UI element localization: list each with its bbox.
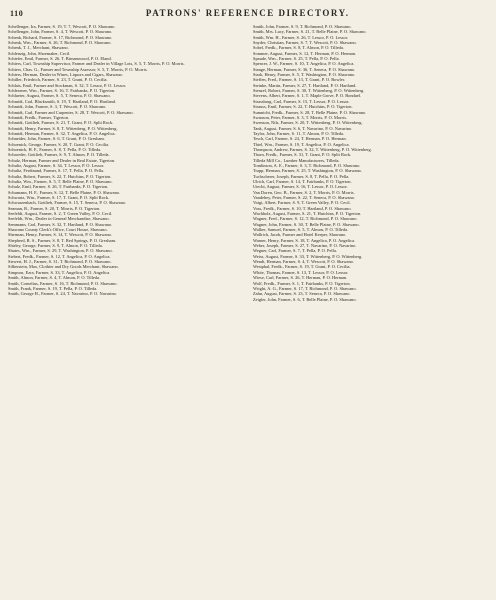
directory-entry: Stenzel, Robert, Farmer, S. 30, T. Wittenberg, P. O. Wittenberg.: [253, 88, 365, 94]
directory-entry: White, Thomas, Farmer, S. 13, T. Lessor, P. O. Lessor.: [253, 269, 349, 275]
page-header: [10, 6, 486, 20]
directory-entry: Schmidt, Gottlieb, Farmer, S. 21, T. Grant, P. O. Split Rock.: [8, 120, 114, 126]
directory-entry: Stevens, Albert, Farmer, S. 1, T. Maple Grove, P. O. Bonduel.: [253, 93, 362, 99]
directory-entry: Wegner, Carl, Farmer, S. 7, T. Pella, P. O. Pella.: [253, 248, 337, 254]
directory-entry: Schumann, H. F., Farmer, S. 12, T. Belle Plaine, P. O. Shawano.: [8, 189, 121, 195]
page-number: 110: [10, 8, 24, 18]
directory-entry: Schmidt, Herman, Farmer, S. 32, T. Angelica, P. O. Angelica.: [8, 130, 116, 136]
directory-entry: Schiers, Herman, Dealer in Wines, Liquors and Cigars, Shawano.: [8, 72, 123, 78]
directory-entry: Smith, Wm. H., Farmer, S. 26, T. Lessor, P. O. Lessor.: [253, 34, 349, 40]
directory-entry: Spencer, J. W., Farmer, S. 10, T. Angelica, P. O. Angelica.: [253, 61, 355, 67]
directory-entry: Smith, Mrs. Lucy, Farmer, S. 21, T. Belle Plaine, P. O. Shawano.: [253, 29, 367, 35]
directory-entry: Tomlinson, A. E., Farmer, S. 3, T. Richmond, P. O. Shawano.: [253, 162, 361, 168]
directory-entry: Schulz, Herman, Farmer and Dealer in Real Estate, Tigerton.: [8, 157, 116, 163]
directory-entry: Tank, August, Farmer, S. 6, T. Navarino, P. O. Navarino.: [253, 125, 353, 131]
directory-entry: Schlais, Emil, Farmer and Stockman, S. 32, T. Lessor, P. O. Lessor.: [8, 82, 127, 88]
directory-entry: Snyder, Christian, Farmer, S. 7, T. Wescott, P. O. Shawano.: [253, 40, 357, 46]
directory-entry: Seefeldt, August, Farmer, S. 2, T. Green Valley, P. O. Cecil.: [8, 211, 113, 217]
directory-entry: Schmidt, Carl, Blacksmith, S. 19, T. Hartland, P. O. Hartland.: [8, 98, 117, 104]
directory-entry: Tuchscherer, Joseph, Farmer, S. 8, T. Pella, P. O. Pella.: [253, 173, 350, 179]
directory-entry: Seaman, R., Farmer, S. 20, T. Morris, P. O. Tigerton.: [8, 205, 101, 211]
directory-entry: Swenson, Nils, Farmer, S. 20, T. Wittenberg, P. O. Wittenberg.: [253, 120, 363, 126]
directory-entry: Smith, Almon, Farmer, S. 4, T. Almon, P. O. Tilleda.: [8, 275, 100, 281]
directory-entry: Steffen, Fred., Farmer, S. 13, T. Grant, P. O. Bowler.: [253, 77, 346, 83]
directory-entry: Trapp, Herman, Farmer, S. 25, T. Washington, P. O. Shawano.: [253, 168, 362, 174]
directory-entry: Schneider, John, Farmer, S. 6, T. Grant, P. O. Gresham.: [8, 136, 105, 142]
directory-entry: Westphal, Fredk., Farmer, S. 19, T. Grant, P. O. Cecilia.: [253, 264, 351, 270]
directory-entry: Wagner, John, Farmer, S. 30, T. Belle Plaine, P. O. Shawano.: [253, 221, 360, 227]
directory-entry: Zeigler, John, Farmer, S. 6, T. Belle Plaine, P. O. Shawano.: [253, 296, 357, 302]
directory-entry: Stark, Henry, Farmer, S. 5, T. Washington, P. O. Shawano.: [253, 72, 356, 78]
directory-entry: Schultz, Robert, Farmer, S. 22, T. Hutchins, P. O. Tigerton.: [8, 173, 112, 179]
directory-columns: [8, 24, 488, 594]
directory-entry: Wright, A. G., Farmer, S. 17, T. Richmond, P. O. Shawano.: [253, 285, 357, 291]
directory-entry: Taylor, John, Farmer, S. 11, T. Almon, P. O. Tilleda.: [253, 130, 345, 136]
directory-entry: Vandehey, Peter, Farmer, S. 22, T. Seneca, P. O. Shawano.: [253, 195, 355, 200]
directory-entry: Shirley, George, Farmer, S. 9, T. Almon, P. O. Tilleda.: [8, 243, 103, 249]
directory-entry: Van Doren, Geo. B., Farmer, S. 2, T. Morris, P. O. Morris.: [253, 189, 355, 195]
directory-entry: Stange, Herman, Farmer, S. 36, T. Seneca, P. O. Shawano.: [253, 66, 356, 72]
directory-entry: Schultz, August, Farmer, S. 34, T. Lessor, P. O. Lessor.: [8, 162, 105, 168]
directory-entry: Voss, Fredk., Farmer, S. 10, T. Hartland, P. O. Shawano.: [253, 205, 352, 211]
directory-entry: Zahn, August, Farmer, S. 23, T. Seneca, P. O. Shawano.: [253, 291, 351, 297]
directory-entry: Siebert, Fredk., Farmer, S. 12, T. Angelica, P. O. Angelica.: [8, 253, 111, 259]
directory-entry: Schlueter, August, Farmer, S. 5, T. Seneca, P. O. Shawano.: [8, 93, 111, 99]
directory-entry: Schlesener, Wm., Farmer, S. 16, T. Fairbanks, P. O. Tigerton.: [8, 88, 116, 94]
directory-entry: Thompson, Andrew, Farmer, S. 32, T. Wittenberg, P. O. Wittenberg.: [253, 146, 372, 152]
directory-entry: Schellenger, John, Farmer, S. 4, T. Wescott, P. O. Shawano.: [8, 29, 113, 35]
directory-entry: Seefeldt, Wm., Dealer in General Merchandise, Shawano.: [8, 216, 110, 222]
directory-entry: Schenk, Richard, Farmer, S. 17, Richmond, P. O. Shawano.: [8, 34, 113, 40]
directory-entry: Strauss, Emil, Farmer, S. 22, T. Hutchins, P. O. Tigerton.: [253, 104, 353, 110]
directory-entry: Spaude, Wm., Farmer, S. 25, T. Pella, P. O. Pella.: [253, 56, 340, 62]
directory-entry: Wachholz, August, Farmer, S. 21, T. Hutchins, P. O. Tigerton.: [253, 211, 362, 217]
directory-entry: Schiers, Carl, Township Supervisor, Farmer and Dealer in Village Lots, S. 5, T. Morris, P. O. Morris.: [8, 61, 185, 67]
directory-entry: Strassburg, Carl, Farmer, S. 15, T. Lessor, P. O. Lessor.: [253, 98, 350, 104]
directory-entry: Warner, Henry, Farmer, S. 18, T. Angelica, P. O. Angelica.: [253, 237, 356, 243]
directory-entry: Schroeder, Gottlieb, Farmer, S. 9, T. Almon, P. O. Tilleda.: [8, 152, 110, 158]
directory-entry: Weiss, August, Farmer, S. 33, T. Wittenberg, P. O. Wittenberg.: [253, 253, 363, 259]
directory-entry: Wiese, Carl, Farmer, S. 26, T. Herman, P. O. Herman.: [253, 275, 348, 281]
directory-entry: Voigt, Albert, Farmer, S. 9, T. Green Valley, P. O. Cecil.: [253, 200, 351, 206]
directory-entry: Schwarzenbach, Gottlieb, Farmer, S. 15, T. Seneca, P. O. Shawano.: [8, 200, 127, 206]
directory-entry: Ulrich, Carl, Farmer, S. 14, T. Fairbanks, P. O. Tigerton.: [253, 178, 352, 184]
directory-entry: Schmidt, John, Farmer, S. 3, T. Wescott, P. O. Shawano.: [8, 104, 107, 110]
directory-entry: Schenk, T. J., Merchant, Shawano.: [8, 45, 69, 51]
directory-entry: Shepherd, R. S., Farmer, S. 8, T. Red Springs, P. O. Gresham.: [8, 237, 117, 243]
directory-entry: Schenk, Wm., Farmer, S. 26, T. Richmond, P. O. Shawano.: [8, 40, 112, 46]
directory-entry: Wendt, Herman, Farmer, S. 4, T. Wescott, P. O. Shawano.: [253, 259, 354, 265]
directory-entry: Wolf, Fredk., Farmer, S. 1, T. Fairbanks, P. O. Tigerton.: [253, 280, 351, 286]
directory-entry: Schiller, Friedrich, Farmer, S. 23, T. Grant, P. O. Cecilia.: [8, 77, 108, 83]
directory-entry: Walker, Samuel, Farmer, S. 5, T. Almon, P. O. Tilleda.: [253, 227, 349, 233]
directory-entry: Schwartz, Wm., Farmer, S. 17, T. Grant, P. O. Split Rock.: [8, 195, 110, 200]
directory-entry: Wallrich, Jacob, Farmer and Hotel Keeper, Shawano.: [253, 232, 347, 238]
directory-entry: Tesch, Carl, Farmer, S. 24, T. Herman, P. O. Herman.: [253, 136, 347, 142]
directory-entry: Schultz, Wm., Farmer, S. 5, T. Belle Plaine, P. O. Shawano.: [8, 178, 113, 184]
directory-entry: Schmidt, Carl, Farmer and Carpenter, S. 28, T. Wescott, P. O. Shawano.: [8, 109, 134, 115]
directory-entry: Thiel, Wm., Farmer, S. 19, T. Angelica, P. O. Angelica.: [253, 141, 350, 147]
directory-entry: Schlenzig, John, Shoemaker, Cecil.: [8, 50, 71, 56]
directory-entry: Schmidt, Fredk., Farmer, Tigerton.: [8, 114, 70, 120]
page-title: PATRONS' REFERENCE DIRECTORY.: [145, 8, 350, 18]
directory-entry: Smith, John, Farmer, S. 9, T. Richmond, P. O. Shawano.: [253, 24, 352, 29]
directory-column-left: [8, 24, 243, 594]
directory-entry: Shutes, Wm., Farmer, S. 29, T. Washington, P. O. Shawano.: [8, 248, 113, 254]
directory-entry: Shawano County Clerk's Office, Court House, Shawano.: [8, 227, 108, 233]
directory-entry: Simpson, Ezra, Farmer, S. 33, T. Angelica, P. O. Angelica.: [8, 269, 111, 275]
directory-entry: Sherman, Henry, Farmer, S. 14, T. Wescott, P. O. Shawano.: [8, 232, 112, 238]
directory-entry: Schellenger, Ira, Farmer, S. 19, T. 7, Wescott, P. O. Shawano.: [8, 24, 116, 29]
directory-entry: Sobel, Fredk., Farmer, S. 8, T. Almon, P. O. Tilleda.: [253, 45, 344, 51]
directory-entry: Smith, Frank, Farmer, S. 19, T. Pella, P. O. Tilleda.: [8, 285, 98, 291]
directory-entry: Smith, George H., Farmer, S. 24, T. Navarino, P. O. Navarino.: [8, 291, 117, 297]
directory-entry: Swanson, Peter, Farmer, S. 3, T. Morris, P. O. Morris.: [253, 114, 348, 120]
directory-entry: Schiefer, Emil, Farmer, S. 26, T. Birnamwood, P. O. Eland.: [8, 56, 112, 62]
directory-entry: Sommer, August, Farmer, S. 12, T. Herman, P. O. Herman.: [253, 50, 357, 56]
directory-entry: Sumnicht, Fredk., Farmer, S. 28, T. Belle Plaine, P. O. Shawano.: [253, 109, 367, 115]
directory-entry: Tilleda Mill Co., Lumber Manufacturers, Tilleda.: [253, 157, 340, 163]
directory-entry: Schoenick, H. F., Farmer, S. 8, T. Pella, P. O. Tilleda.: [8, 146, 102, 152]
directory-entry: Semmann, Carl, Farmer, S. 32, T. Hartland, P. O. Shawano.: [8, 221, 113, 227]
directory-entry: Thorn, Fredk., Farmer, S. 31, T. Grant, P. O. Split Rock.: [253, 152, 352, 158]
directory-entry: Schmidt, Henry, Farmer, S. 8, T. Wittenberg, P. O. Wittenberg.: [8, 125, 118, 131]
directory-entry: Smith, Cornelius, Farmer, S. 16, T. Richmond, P. O. Shawano.: [8, 280, 118, 286]
directory-entry: Siewert, H. J., Farmer, S. 31, T. Richmond, P. O. Shawano.: [8, 259, 112, 265]
directory-entry: Schultz, Ferdinand, Farmer, S. 17, T. Pella, P. O. Pella.: [8, 168, 105, 174]
directory-entry: Wagner, Fred., Farmer, S. 12, T. Richmond, P. O. Shawano.: [253, 216, 358, 222]
directory-entry: Schoenick, George, Farmer, S. 20, T. Grant, P. O. Cecilia.: [8, 141, 110, 147]
directory-entry: Silberstein, Max, Clothier and Dry Goods Merchant, Shawano.: [8, 264, 119, 270]
directory-entry: Utecht, August, Farmer, S. 16, T. Lessor, P. O. Lessor.: [253, 184, 348, 190]
directory-column-right: [253, 24, 488, 594]
directory-entry: Schulz, Emil, Farmer, S. 26, T. Fairbanks, P. O. Tigerton.: [8, 184, 109, 190]
directory-entry: Weber, Joseph, Farmer, S. 27, T. Navarino, P. O. Navarino.: [253, 243, 357, 249]
directory-entry: Schiers, Chas. G., Farmer and Township Assessor, S. 5, T. Morris, P. O. Morris.: [8, 66, 148, 72]
directory-entry: Steinke, Martin, Farmer, S. 27, T. Hartland, P. O. Hartland.: [253, 82, 357, 88]
